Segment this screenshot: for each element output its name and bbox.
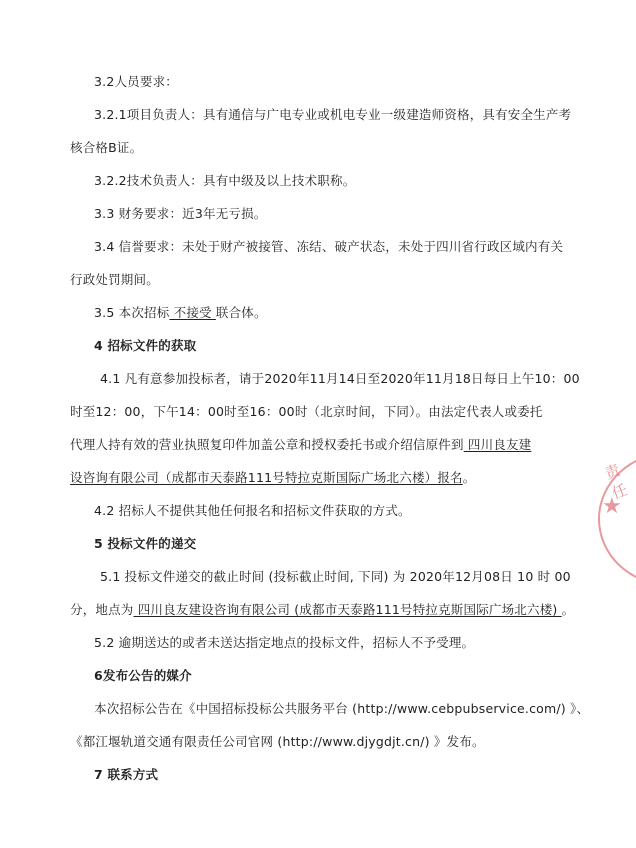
section-5-heading: 5 投标文件的递交: [94, 536, 197, 551]
section-4-1-line-3: [70, 437, 531, 453]
seal-text: 责任: [602, 460, 630, 503]
section-5-2: 5.2 逾期送达的或者未送达指定地点的投标文件，招标人不予受理。: [94, 635, 475, 650]
section-5-1-line-2-end: 。: [561, 602, 575, 617]
section-3-2-1-line-2: 核合格B证。: [70, 140, 143, 155]
section-3-5: [94, 305, 267, 321]
section-3-2-2: 3.2.2技术负责人：具有中级及以上技术职称。: [94, 173, 356, 188]
section-3-5-suffix: 联合体。: [215, 305, 267, 320]
seal-star-icon: ★: [602, 494, 622, 519]
section-5-1-line-2-text: 分，地点为: [70, 602, 134, 617]
section-7-heading: 7 联系方式: [94, 767, 159, 782]
section-4-1-line-2: 时至12：00，下午14：00时至16：00时（北京时间，下同）。由法定代表人或委托: [70, 404, 543, 419]
section-4-heading: 4 招标文件的获取: [94, 338, 197, 353]
section-4-1-line-3-text: 代理人持有效的营业执照复印件加盖公章和授权委托书或介绍信原件到: [70, 437, 464, 452]
section-3-3: 3.3 财务要求：近3年无亏损。: [94, 206, 267, 221]
section-4-2: 4.2 招标人不提供其他任何报名和招标文件获取的方式。: [94, 503, 411, 518]
company-seal: [590, 452, 636, 582]
section-3-2-1-line-1: 3.2.1项目负责人：具有通信与广电专业或机电专业一级建造师资格，具有安全生产考: [94, 107, 572, 122]
section-3-4-line-2: 行政处罚期间。: [70, 272, 159, 287]
section-6-line-2: 《都江堰轨道交通有限责任公司官网 (http://www.djygdjt.cn/) 》发布。: [70, 734, 485, 749]
registration-location-part-2: 设咨询有限公司（成都市天泰路111号特拉克斯国际广场北六楼）报名: [70, 470, 463, 485]
section-6-line-1: 本次招标公告在《中国招标投标公共服务平台 (http://www.cebpubservice.com/) 》、: [94, 701, 590, 716]
registration-location-part-1: 四川良友建: [463, 437, 532, 452]
section-3-4-line-1: 3.4 信誉要求：未处于财产被接管、冻结、破产状态，未处于四川省行政区域内有关: [94, 239, 564, 254]
section-5-1-line-2: [70, 602, 574, 618]
section-4-1-line-4-end: 。: [462, 470, 476, 485]
section-3-5-prefix: 3.5 本次招标: [94, 305, 170, 320]
consortium-status: 不接受: [169, 305, 216, 320]
section-4-1-line-4: [70, 470, 475, 486]
section-5-1-line-1: 5.1 投标文件递交的截止时间 (投标截止时间, 下同) 为 2020年12月08日 10 时 00: [100, 569, 571, 584]
section-4-1-line-1: 4.1 凡有意参加投标者，请于2020年11月14日至2020年11月18日每日上午10：00: [100, 371, 580, 386]
submission-location: 四川良友建设咨询有限公司 (成都市天泰路111号特拉克斯国际广场北六楼): [133, 602, 562, 617]
section-6-heading: 6发布公告的媒介: [94, 668, 192, 683]
section-3-2-title: 3.2人员要求：: [94, 74, 178, 89]
